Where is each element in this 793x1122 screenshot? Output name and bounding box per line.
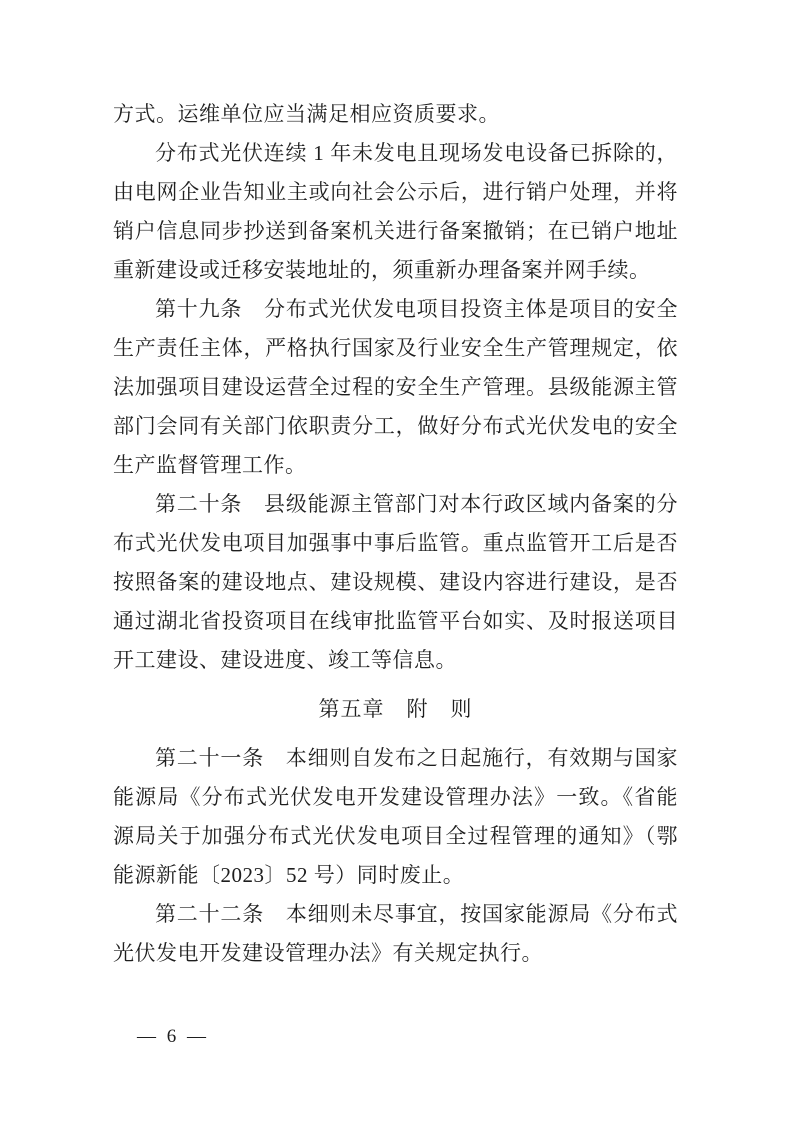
page-number: — 6 — [137,1026,209,1047]
paragraph-article-21: 第二十一条 本细则自发布之日起施行，有效期与国家能源局《分布式光伏发电开发建设管理办法》一致。《省能源局关于加强分布式光伏发电项目全过程管理的通知》（鄂能源新能〔2023〕52 号）同时废止。 [113,746,678,887]
paragraph-article-22: 第二十二条 本细则未尽事宜，按国家能源局《分布式光伏发电开发建设管理办法》有关规定执行。 [113,902,678,965]
paragraph: 分布式光伏连续 1 年未发电且现场发电设备已拆除的，由电网企业告知业主或向社会公示后，进行销户处理，并将销户信息同步抄送到备案机关进行备案撤销；在已销户地址重新建设或迁移安装地址的，须重新办理备案并网手续。 [113,141,678,282]
paragraph-continuation: 方式。运维单位应当满足相应资质要求。 [113,102,500,126]
chapter-heading: 第五章 附 则 [318,697,473,721]
document-body [113,95,678,973]
paragraph-article-19: 第十九条 分布式光伏发电项目投资主体是项目的安全生产责任主体，严格执行国家及行业安全生产管理规定，依法加强项目建设运营全过程的安全生产管理。县级能源主管部门会同有关部门依职责分工，做好分布式光伏发电的安全生产监督管理工作。 [113,297,678,477]
paragraph-article-20: 第二十条 县级能源主管部门对本行政区域内备案的分布式光伏发电项目加强事中事后监管。重点监管开工后是否按照备案的建设地点、建设规模、建设内容进行建设，是否通过湖北省投资项目在线审批监管平台如实、及时报送项目开工建设、建设进度、竣工等信息。 [113,492,678,672]
